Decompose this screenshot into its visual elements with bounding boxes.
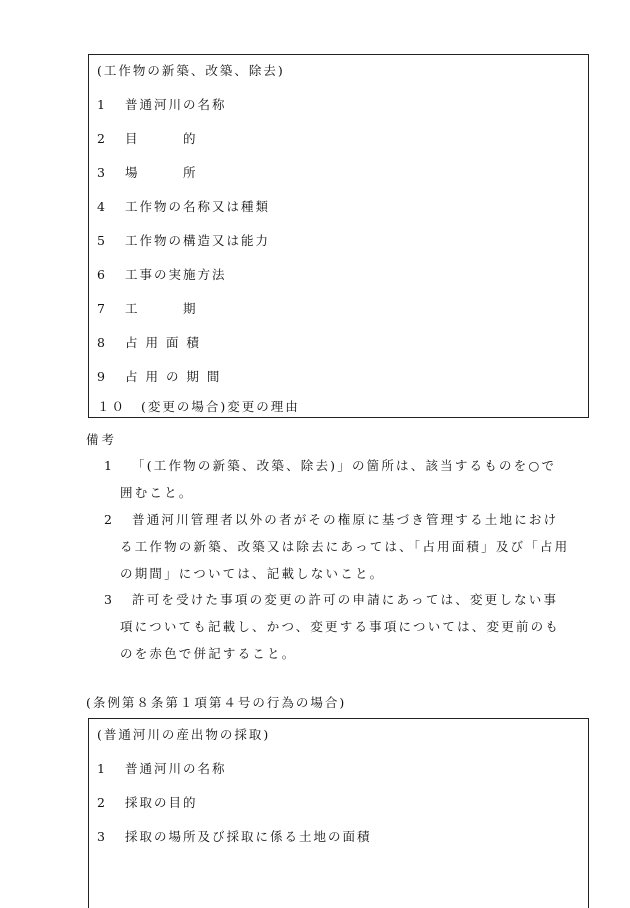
form-item [97,827,372,845]
form-item [97,759,227,777]
note-text: 許可を受けた事項の変更の許可の申請にあっては、変更しない事 [132,592,559,607]
note-text: る工作物の新築、改築又は除去にあっては、「占用面積」及び「占用 [120,539,570,554]
remark-note [104,506,574,587]
item-label: 工作物の名称又は種類 [125,199,271,214]
box-header: (普通河川の産出物の採取) [97,727,271,742]
item-label: 占 用 の 期 間 [125,369,222,384]
note-number: 2 [104,512,115,527]
form-item [97,231,270,249]
note-text: 「(工作物の新築、改築、除去)」の箇所は、該当するものを○で [132,458,557,473]
item-label: (変更の場合)変更の理由 [141,399,300,414]
item-number: 9 [97,369,107,384]
item-number: 2 [97,795,107,810]
note-number: 3 [104,592,115,607]
item-number: 1 [97,97,107,112]
item-number: １０ [97,399,127,414]
item-label: 目 的 [125,131,198,146]
form-item [97,163,198,181]
form-item [97,397,300,415]
section2-title: (条例第８条第１項第４号の行為の場合) [86,695,347,710]
item-number: 8 [97,335,107,350]
item-number: 4 [97,199,107,214]
box-header: (工作物の新築、改築、除去) [97,63,285,78]
form-item [97,265,227,283]
item-label: 工事の実施方法 [125,267,227,282]
item-number: 7 [97,301,107,316]
form-item [97,299,198,317]
item-number: 5 [97,233,107,248]
form-item [97,129,198,147]
note-text: 囲むこと。 [120,485,194,500]
note-text: 普通河川管理者以外の者がその権原に基づき管理する土地におけ [132,512,559,527]
form-item [97,333,201,351]
form-item [97,367,221,385]
item-label: 場 所 [125,165,198,180]
item-number: 2 [97,131,107,146]
note-number: 1 [104,458,115,473]
note-text: 項についても記載し、かつ、変更する事項については、変更前のも [120,619,561,634]
remark-note [104,452,574,506]
form-item [97,197,270,215]
item-label: 工作物の構造又は能力 [125,233,271,248]
item-label: 普通河川の名称 [125,97,227,112]
extraction-form-box [88,718,589,908]
item-number: 3 [97,829,107,844]
item-number: 3 [97,165,107,180]
remark-note [104,586,574,667]
item-number: 6 [97,267,107,282]
item-label: 占 用 面 積 [125,335,201,350]
form-item [97,95,227,113]
item-label: 工 期 [125,301,198,316]
note-text: のを赤色で併記すること。 [120,646,297,661]
remarks-title: 備考 [86,432,118,447]
item-label: 採取の場所及び採取に係る土地の面積 [125,829,372,844]
works-form-box [88,54,589,418]
note-text: の期間」については、記載しないこと。 [120,566,385,581]
form-item [97,793,198,811]
item-label: 普通河川の名称 [125,761,227,776]
item-number: 1 [97,761,107,776]
item-label: 採取の目的 [125,795,198,810]
